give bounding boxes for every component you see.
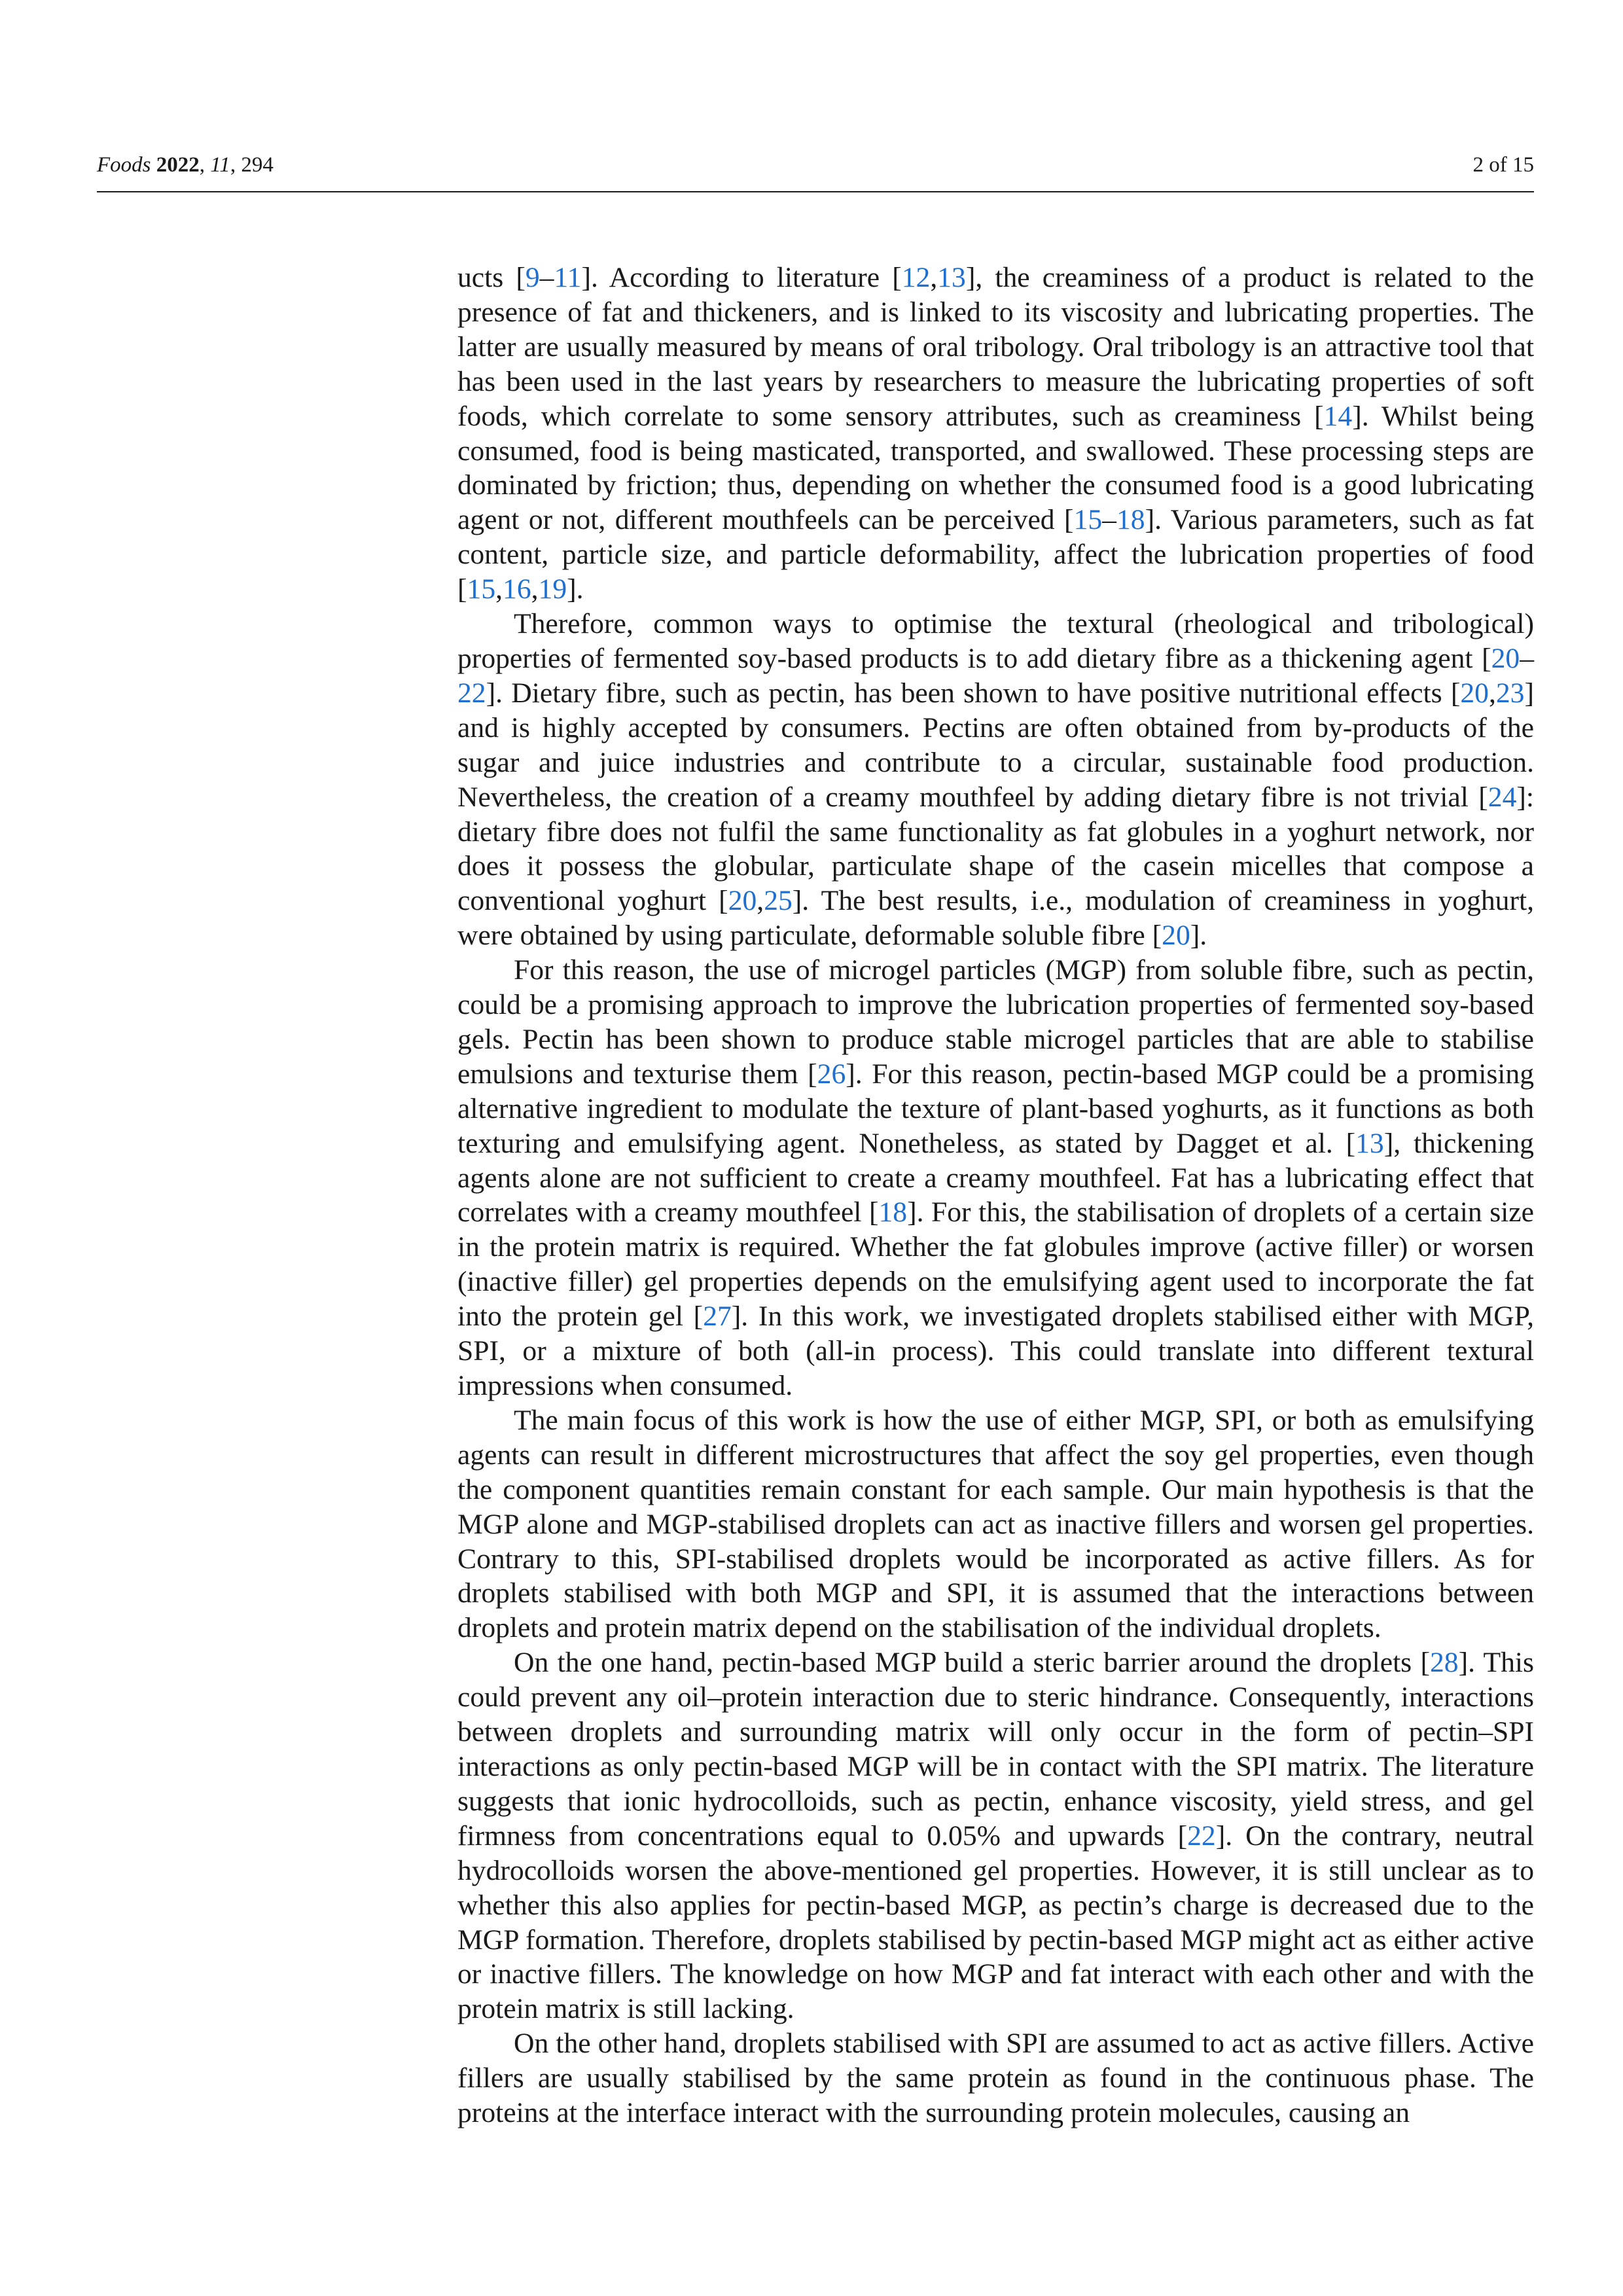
page-number: 2 of 15 bbox=[1472, 153, 1534, 177]
citation-link[interactable]: 22 bbox=[457, 677, 486, 709]
header-divider bbox=[97, 191, 1534, 192]
text-run: Therefore, common ways to optimise the textural (rheological and tribological) properties of fermented soy-based products is to add dietary fibre as a thickening agent [ bbox=[457, 608, 1534, 674]
text-run: ]. The best results, i.e., modulation of creaminess in yoghurt, were obtained by using particulate, deformable soluble fibre [ bbox=[457, 885, 1534, 952]
citation-link[interactable]: 23 bbox=[1495, 677, 1525, 709]
text-run: On the one hand, pectin-based MGP build a steric barrier around the droplets [ bbox=[514, 1647, 1430, 1679]
citation-link[interactable]: 11 bbox=[554, 262, 582, 293]
citation-link[interactable]: 16 bbox=[503, 573, 531, 605]
citation-link[interactable]: 15 bbox=[467, 573, 496, 605]
text-run: ]. bbox=[1190, 920, 1207, 952]
text-run: , bbox=[495, 573, 503, 605]
text-run: ]. Dietary fibre, such as pectin, has been shown to have positive nutritional effects [ bbox=[486, 677, 1461, 709]
text-run: ]. For this, the stabilisation of droplets of a certain size in the protein matrix is required. Whether the fat globules improve (active filler) or worsen (inactive filler) gel properties depends on the emulsifying agent used to incorporate the fat into the protein gel [ bbox=[457, 1196, 1534, 1333]
citation-link[interactable]: 14 bbox=[1323, 400, 1353, 432]
text-run: ]. This could prevent any oil–protein interaction due to steric hindrance. Consequently, interactions between droplets and surrounding matrix will only occur in the form of pectin–SPI interactions as only pectin-based MGP will be in contact with the SPI matrix. The literature suggests that ionic hydrocolloids, such as pectin, enhance viscosity, yield stress, and gel firmness from concentrations equal to 0.05% and upwards [ bbox=[457, 1647, 1534, 1852]
citation-link[interactable]: 20 bbox=[1460, 677, 1489, 709]
citation-link[interactable]: 9 bbox=[525, 262, 540, 293]
text-run: – bbox=[1520, 642, 1534, 674]
text-run: For this reason, the use of microgel particles (MGP) from soluble fibre, such as pectin, could be a promising approach to improve the lubrication properties of fermented soy-based gels. Pectin has been shown to produce stable microgel particles that are able to stabilise emulsions and texturise them [ bbox=[457, 954, 1534, 1090]
paragraph bbox=[457, 953, 1534, 1403]
text-run: , bbox=[531, 573, 539, 605]
citation-link[interactable]: 12 bbox=[901, 262, 931, 293]
citation-link[interactable]: 27 bbox=[703, 1300, 732, 1333]
text-run: ]. Whilst being consumed, food is being masticated, transported, and swallowed. These processing steps are dominated by friction; thus, depending on whether the consumed food is a good lubricating agent or not, different mouthfeels can be perceived [ bbox=[457, 400, 1534, 536]
text-run: ucts [ bbox=[457, 262, 526, 293]
citation-link[interactable]: 13 bbox=[1355, 1127, 1384, 1159]
citation-link[interactable]: 25 bbox=[764, 885, 793, 917]
text-run: ]. On the contrary, neutral hydrocolloids worsen the above-mentioned gel properties. However, it is still unclear as to whether this also applies for pectin-based MGP, as pectin’s charge is decreased due to the MGP formation. Therefore, droplets stabilised by pectin-based MGP might act as either active or inactive fillers. The knowledge on how MGP and fat interact with each other and with the protein matrix is still lacking. bbox=[457, 1820, 1534, 2025]
journal-citation: Foods 2022, 11, 294 bbox=[97, 153, 274, 177]
text-run: ]. Various parameters, such as fat content, particle size, and particle deformability, affect the lubrication properties of food [ bbox=[457, 504, 1534, 605]
text-run: ]. In this work, we investigated droplets stabilised either with MGP, SPI, or a mixture of both (all-in process). This could translate into different textural impressions when consumed. bbox=[457, 1300, 1534, 1401]
text-run: , bbox=[757, 885, 764, 917]
citation-link[interactable]: 22 bbox=[1187, 1820, 1216, 1852]
citation-link[interactable]: 26 bbox=[817, 1058, 846, 1090]
citation-link[interactable]: 18 bbox=[1116, 504, 1145, 536]
text-run: ]: dietary fibre does not fulfil the same functionality as fat globules in a yoghurt network, nor does it possess the globular, particulate shape of the casein micelles that compose a conventional yoghurt [ bbox=[457, 781, 1534, 917]
text-run: ]. According to literature [ bbox=[581, 262, 902, 293]
citation-link[interactable]: 20 bbox=[1162, 920, 1190, 952]
article-number: , 294 bbox=[230, 153, 274, 177]
text-run: ], the creaminess of a product is related to the presence of fat and thickeners, and is linked to its viscosity and lubricating properties. The latter are usually measured by means of oral tribology. Oral tribology is an attractive tool that has been used in the last years by researchers to measure the lubricating properties of soft foods, which correlate to some sensory attributes, such as creaminess [ bbox=[457, 262, 1534, 432]
body-text bbox=[457, 260, 1534, 2130]
text-run: The main focus of this work is how the use of either MGP, SPI, or both as emulsifying agents can result in different microstructures that affect the soy gel properties, even though the component quantities remain constant for each sample. Our main hypothesis is that the MGP alone and MGP-stabilised droplets can act as inactive fillers and worsen gel properties. Contrary to this, SPI-stabilised droplets would be incorporated as active fillers. As for droplets stabilised with both MGP and SPI, it is assumed that the interactions between droplets and protein matrix depend on the stabilisation of the individual droplets. bbox=[457, 1404, 1534, 1644]
journal-year: 2022 bbox=[156, 153, 200, 177]
citation-link[interactable]: 13 bbox=[937, 262, 966, 293]
paragraph bbox=[457, 2026, 1534, 2130]
journal-volume: 11 bbox=[210, 153, 230, 177]
paragraph bbox=[457, 607, 1534, 953]
journal-name: Foods bbox=[97, 153, 151, 177]
paragraph bbox=[457, 1403, 1534, 1645]
text-run: – bbox=[1102, 504, 1116, 536]
paragraph bbox=[457, 260, 1534, 607]
text-run: ], thickening agents alone are not sufficient to create a creamy mouthfeel. Fat has a lubricating effect that correlates with a creamy mouthfeel [ bbox=[457, 1127, 1534, 1229]
citation-link[interactable]: 15 bbox=[1073, 504, 1103, 536]
text-run: ]. For this reason, pectin-based MGP could be a promising alternative ingredient to modulate the texture of plant-based yoghurts, as it functions as both texturing and emulsifying agent. Nonetheless, as stated by Dagget et al. [ bbox=[457, 1058, 1534, 1159]
text-run: – bbox=[539, 262, 554, 293]
citation-link[interactable]: 18 bbox=[878, 1196, 908, 1229]
running-header bbox=[97, 152, 1534, 185]
text-run: On the other hand, droplets stabilised with SPI are assumed to act as active fillers. Active fillers are usually stabilised by the same protein as found in the continuous phase. The proteins at the interface interact with the surrounding protein molecules, causing an bbox=[457, 2028, 1534, 2129]
text-run: , bbox=[930, 262, 938, 293]
text-run: ] and is highly accepted by consumers. Pectins are often obtained from by-products of the sugar and juice industries and contribute to a circular, sustainable food production. Nevertheless, the creation of a creamy mouthfeel by adding dietary fibre is not trivial [ bbox=[457, 677, 1534, 813]
paragraph bbox=[457, 1645, 1534, 2026]
text-run: , bbox=[1488, 677, 1496, 709]
text-run: ]. bbox=[567, 573, 584, 605]
citation-link[interactable]: 28 bbox=[1429, 1647, 1459, 1679]
citation-link[interactable]: 20 bbox=[1491, 642, 1520, 674]
citation-link[interactable]: 24 bbox=[1488, 781, 1517, 813]
citation-link[interactable]: 19 bbox=[538, 573, 567, 605]
citation-link[interactable]: 20 bbox=[728, 885, 757, 917]
